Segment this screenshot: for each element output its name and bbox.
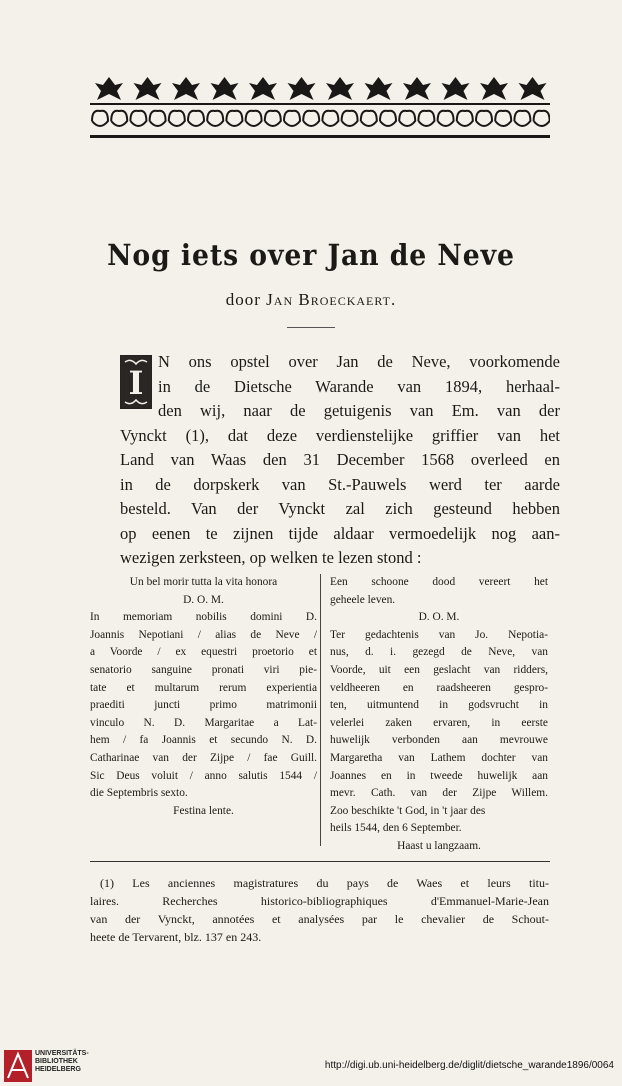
inscription-line: heils 1544, den 6 September. — [330, 822, 462, 835]
intro-line: wezigen zerksteen, op welken te lezen stond : — [120, 548, 422, 567]
footnote — [90, 874, 549, 946]
decorative-header-border — [90, 73, 550, 141]
inscription-line: huwelijk verbonden aan mevrouwe — [330, 734, 548, 747]
inscription-line: a Voorde / ex equestri proetorio et — [90, 646, 317, 659]
inscription-line: Ter gedachtenis van Jo. Nepotia- — [330, 628, 548, 641]
inscription-line: nus, d. i. gezegd de Neve, van — [330, 646, 548, 659]
inscription-line: D. O. M. — [418, 611, 460, 624]
latin-inscription-column — [90, 574, 317, 820]
dutch-translation-column — [330, 574, 548, 856]
inscription-line: Sic Deus voluit / anno salutis 1544 / — [90, 769, 317, 782]
inscription-line: Joannes en in tweede huwelijk aan — [330, 769, 548, 782]
inscription-line: Haast u langzaam. — [397, 839, 481, 852]
source-url[interactable]: http://digi.ub.uni-heidelberg.de/diglit/dietsche_warande1896/0064 — [324, 1060, 614, 1071]
university-library-logo-icon — [4, 1050, 32, 1082]
footnote-line: laires. Recherches historico-bibliographiques d'Emmanuel-Marie-Jean — [90, 894, 549, 908]
inscription-line: Een schoone dood vereert het — [330, 576, 548, 588]
inscription-line: Voorde, uit een geslacht van ridders, — [330, 663, 548, 676]
inscription-line: ten, uitmuntend in godsvrucht in — [330, 699, 548, 712]
inscription-line: Festina lente. — [173, 804, 234, 817]
intro-line: Land van Waas den 31 December 1568 overleed en — [120, 450, 560, 469]
inscription-line: Zoo beschikte 't God, in 't jaar des — [330, 804, 486, 817]
inscription-line: vinculo N. D. Margaritae a Lat- — [90, 716, 317, 729]
author-byline — [0, 290, 622, 310]
inscription-line: geheele leven. — [330, 593, 396, 606]
inscription-line: die Septembris sexto. — [90, 787, 188, 800]
footnote-line: heete de Tervarent, blz. 137 en 243. — [90, 930, 262, 944]
inscription-line: Margaretha van Lathem dochter van — [330, 751, 548, 764]
intro-line: besteld. Van der Vynckt zal zich gesteund hebben — [120, 499, 560, 518]
intro-line: in de dorpskerk van St.-Pauwels werd ter aarde — [120, 474, 560, 494]
article-title: Nog iets over Jan de Neve — [107, 238, 515, 272]
inscription-line: senatorio sanguine pronati viri pie- — [90, 663, 317, 676]
inscription-line: praediti juncti primo matrimonii — [90, 699, 317, 712]
inscription-line: D. O. M. — [183, 593, 224, 606]
inscription-line: mevr. Cath. van der Zijpe Willem. — [330, 787, 548, 800]
author-name: Jan Broeckaert. — [266, 290, 397, 309]
byline-prefix: door — [225, 290, 261, 309]
intro-line: op eenen te zijnen tijde aldaar vermoedelijk nog aan- — [120, 523, 560, 543]
inscription-line: veldheeren en raadsheeren gespro- — [330, 681, 548, 694]
inscription-line: Un bel morir tutta la vita honora — [129, 576, 278, 588]
inscription-line: tate et multarum rerum experientia — [90, 681, 317, 694]
intro-line: Vynckt (1), dat deze verdienstelijke griffier van het — [120, 425, 560, 445]
intro-paragraph — [120, 350, 560, 571]
inscription-line: velerlei zaken ervaren, in eerste — [330, 716, 548, 729]
footnote-line: (1) Les anciennes magistratures du pays de Waes et leurs titu- — [100, 876, 549, 890]
library-name: UNIVERSITÄTS- BIBLIOTHEK HEIDELBERG — [35, 1050, 89, 1073]
column-divider — [320, 574, 321, 846]
inscription-line: hem / fa Joannis et secundo N. D. — [90, 734, 317, 747]
inscription-line: Joannis Nepotiani / alias de Neve / — [90, 628, 317, 641]
footnote-line: van der Vynckt, annotées et analysées par le chevalier de Schout- — [90, 912, 549, 926]
svg-text:I: I — [128, 364, 144, 402]
intro-line: in de Dietsche Warande van 1894, herhaal- — [158, 376, 560, 396]
inscription-line: Catharinae van der Zijpe / fae Guill. — [90, 751, 317, 764]
intro-line: N ons opstel over Jan de Neve, voorkomende — [158, 352, 560, 371]
intro-line: den wij, naar de getuigenis van Em. van der — [158, 401, 560, 420]
inscription-line: In memoriam nobilis domini D. — [90, 611, 317, 624]
title-divider — [287, 327, 335, 328]
footnote-rule — [90, 861, 550, 862]
